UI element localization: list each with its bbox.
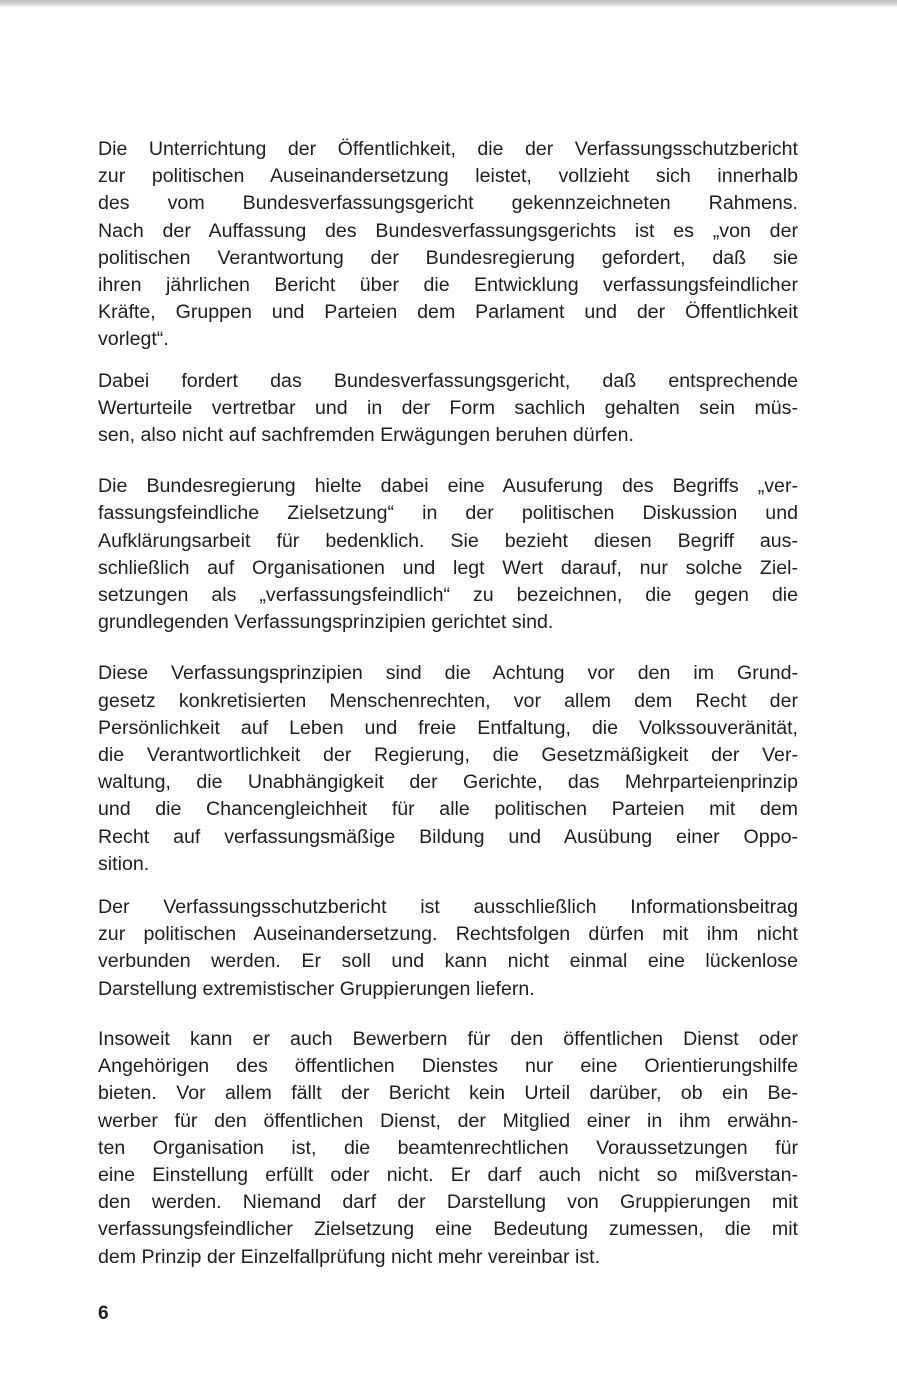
text-line: eine Einstellung erfüllt oder nicht. Er darf auch nicht so mißverstan- [98,1163,798,1186]
text-line: den werden. Niemand darf der Darstellung von Gruppierungen mit [98,1191,798,1214]
text-line: Die Unterrichtung der Öffentlichkeit, die der Verfassungsschutzbericht [98,138,798,160]
text-line: Werturteile vertretbar und in der Form sachlich gehalten sein müs- [98,396,798,419]
text-line: Aufklärungsarbeit für bedenklich. Sie bezieht diesen Begriff aus- [98,529,798,552]
text-line: waltung, die Unabhängigkeit der Gerichte, das Mehrparteienprinzip [98,771,798,794]
text-line: politischen Verantwortung der Bundesregierung gefordert, daß sie [98,246,798,269]
text-line: Nach der Auffassung des Bundesverfassungsgerichts ist es „von der [98,219,798,242]
document-body [98,136,798,1271]
paragraph-6 [98,1026,798,1271]
text-line: bieten. Vor allem fällt der Bericht kein Urteil darüber, ob ein Be- [98,1082,798,1105]
page-top-edge [0,0,897,8]
text-line: gesetz konkretisierten Menschenrechten, vor allem dem Recht der [98,689,798,712]
text-line: Angehörigen des öffentlichen Dienstes nur eine Orientierungshilfe [98,1055,798,1078]
text-line: Diese Verfassungsprinzipien sind die Achtung vor den im Grund- [98,662,798,685]
paragraph-5 [98,894,798,1003]
text-line: zur politischen Auseinandersetzung leistet, vollzieht sich innerhalb [98,165,798,188]
paragraph-1 [98,136,798,354]
text-line: Der Verfassungsschutzbericht ist ausschließlich Informationsbeitrag [98,896,798,919]
text-line: sen, also nicht auf sachfremden Erwägungen beruhen dürfen. [98,424,634,447]
text-line: ihren jährlichen Bericht über die Entwicklung verfassungsfeindlicher [98,274,798,297]
text-line: dem Prinzip der Einzelfallprüfung nicht mehr vereinbar ist. [98,1245,601,1268]
text-line: fassungsfeindliche Zielsetzung“ in der politischen Diskussion und [98,502,798,525]
text-line: werber für den öffentlichen Dienst, der Mitglied einer in ihm erwähn- [98,1109,798,1132]
text-line: verfassungsfeindlicher Zielsetzung eine Bedeutung zumessen, die mit [98,1218,798,1241]
text-line: Recht auf verfassungsmäßige Bildung und Ausübung einer Oppo- [98,825,798,848]
paragraph-3 [98,473,798,636]
text-line: Insoweit kann er auch Bewerbern für den öffentlichen Dienst oder [98,1027,798,1050]
paragraph-4 [98,660,798,878]
text-line: grundlegenden Verfassungsprinzipien gerichtet sind. [98,611,554,634]
text-line: verbunden werden. Er soll und kann nicht einmal eine lückenlose [98,950,798,973]
page-number: 6 [98,1303,109,1324]
text-line: und die Chancengleichheit für alle politischen Parteien mit dem [98,798,798,821]
text-line: Persönlichkeit auf Leben und freie Entfaltung, die Volkssouveränität, [98,716,798,739]
text-line: schließlich auf Organisationen und legt Wert darauf, nur solche Ziel- [98,556,798,579]
text-line: Die Bundesregierung hielte dabei eine Ausuferung des Begriffs „ver- [98,475,798,498]
text-line: die Verantwortlichkeit der Regierung, die Gesetzmäßigkeit der Ver- [98,744,798,767]
paragraph-2 [98,368,798,450]
text-line: setzungen als „verfassungsfeindlich“ zu bezeichnen, die gegen die [98,584,798,607]
text-line: vorlegt“. [98,328,169,351]
text-line: sition. [98,852,150,875]
text-line: des vom Bundesverfassungsgericht gekennzeichneten Rahmens. [98,192,798,215]
text-line: Kräfte, Gruppen und Parteien dem Parlament und der Öffentlichkeit [98,301,798,324]
text-line: Dabei fordert das Bundesverfassungsgericht, daß entsprechende [98,369,798,392]
text-line: ten Organisation ist, die beamtenrechtlichen Voraussetzungen für [98,1136,798,1159]
text-line: Darstellung extremistischer Gruppierungen liefern. [98,977,535,1000]
text-line: zur politischen Auseinandersetzung. Rechtsfolgen dürfen mit ihm nicht [98,923,798,946]
